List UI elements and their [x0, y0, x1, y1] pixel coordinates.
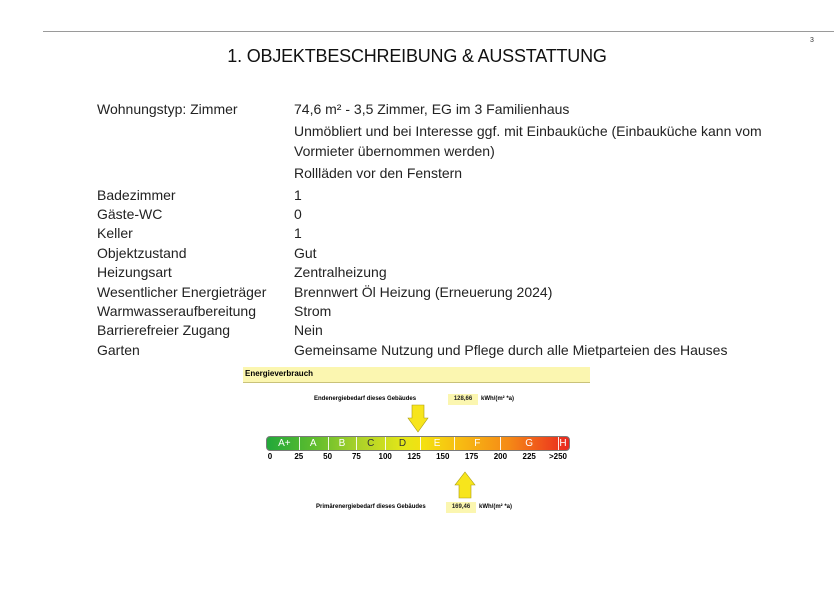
detail-value: Unmöbliert und bei Interesse ggf. mit Einbauküche (Einbauküche kann vom	[294, 123, 762, 139]
primary-energy-label: Primärenergiebedarf dieses Gebäudes	[316, 504, 426, 510]
end-energy-value: 128,66	[448, 394, 478, 405]
end-energy-label: Endenergiebedarf dieses Gebäudes	[314, 396, 417, 402]
scale-tick-label: 0	[267, 452, 273, 461]
page-title: 1. OBJEKTBESCHREIBUNG & AUSSTATTUNG	[227, 46, 607, 66]
detail-label: Keller	[97, 225, 133, 241]
scale-tick-label: 75	[351, 452, 361, 461]
energy-class-label: B	[338, 438, 346, 449]
detail-value: Nein	[294, 322, 323, 338]
energy-class-divider	[454, 437, 455, 450]
end-energy-marker	[406, 404, 430, 434]
energy-class-label: F	[474, 438, 481, 449]
detail-label: Wesentlicher Energieträger	[97, 284, 267, 300]
energy-class-label: H	[559, 438, 567, 449]
scale-tick-label: 100	[378, 452, 392, 461]
energy-class-divider	[385, 437, 386, 450]
scale-tick-label: 25	[294, 452, 304, 461]
header-rule	[43, 31, 834, 32]
detail-label: Wohnungstyp: Zimmer	[97, 101, 238, 117]
detail-value: 0	[294, 206, 302, 222]
scale-tick-label: 150	[436, 452, 450, 461]
energy-class-divider	[328, 437, 329, 450]
energy-class-divider	[356, 437, 357, 450]
energy-class-divider	[558, 437, 559, 450]
detail-value: Strom	[294, 303, 332, 319]
energy-class-label: G	[525, 438, 534, 449]
energy-class-label: A+	[278, 438, 291, 449]
primary-energy-marker	[453, 471, 477, 501]
detail-value: 1	[294, 187, 302, 203]
primary-energy-value: 169,46	[446, 502, 476, 513]
scale-tick-label: 225	[522, 452, 536, 461]
energy-class-divider	[420, 437, 421, 450]
detail-value: 74,6 m² - 3,5 Zimmer, EG im 3 Familienhaus	[294, 101, 570, 117]
scale-tick-label: 200	[493, 452, 508, 461]
detail-value: Rollläden vor den Fenstern	[294, 165, 463, 181]
energy-heading: Energieverbrauch	[245, 369, 314, 378]
detail-label: Heizungsart	[97, 264, 172, 280]
detail-value: Vormieter übernommen werden)	[294, 143, 495, 159]
energy-class-divider	[500, 437, 501, 450]
energy-class-label: C	[367, 438, 375, 449]
primary-energy-unit: kWh/(m² *a)	[479, 504, 512, 510]
scale-tick-label: 175	[464, 452, 479, 461]
detail-value: Gut	[294, 245, 317, 261]
detail-label: Barrierefreier Zugang	[97, 322, 231, 338]
detail-value: Gemeinsame Nutzung und Pflege durch alle Mietparteien des Hauses	[294, 342, 728, 358]
end-energy-unit: kWh/(m² *a)	[481, 396, 514, 402]
detail-label: Badezimmer	[97, 187, 176, 203]
detail-label: Objektzustand	[97, 245, 187, 261]
detail-value: 1	[294, 225, 302, 241]
detail-label: Gäste-WC	[97, 206, 163, 222]
energy-class-label: D	[398, 438, 407, 449]
energy-class-label: E	[433, 438, 441, 449]
scale-tick-label: 50	[323, 452, 333, 461]
scale-tick-label: 125	[407, 452, 421, 461]
detail-value: Zentralheizung	[294, 264, 387, 280]
detail-value: Brennwert Öl Heizung (Erneuerung 2024)	[294, 284, 553, 300]
energy-class-label: A	[309, 438, 317, 449]
detail-label: Garten	[97, 342, 140, 358]
page-number: 3	[810, 37, 814, 44]
energy-class-divider	[299, 437, 300, 450]
scale-tick-label: >250	[548, 452, 568, 461]
detail-label: Warmwasseraufbereitung	[97, 303, 256, 319]
